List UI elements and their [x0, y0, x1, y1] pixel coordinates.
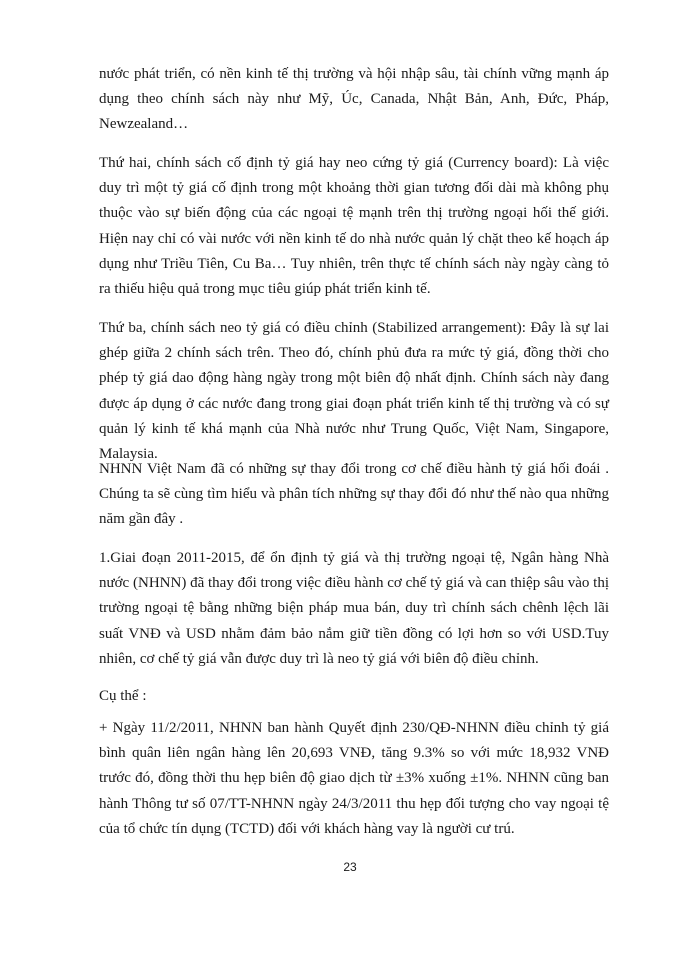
page-number: 23 — [343, 860, 357, 874]
paragraph-period-2011-2015: 1.Giai đoạn 2011-2015, để ổn định tỷ giá và thị trường ngoại tệ, Ngân hàng Nhà nước (NHNN) đã thay đổi trong việc điều hành cơ chế tỷ giá và can thiệp sâu vào thị trường ngoại tệ bằng những biện pháp mua bán, duy trì chính sách chênh lệch lãi suất VNĐ và USD nhằm đảm bảo nắm giữ tiền đồng có lợi hơn so với USD.Tuy nhiên, cơ chế tỷ giá vẫn được duy trì là neo tỷ giá với biên độ điều chỉnh. — [99, 550, 609, 667]
paragraph-stabilized-arrangement: Thứ ba, chính sách neo tỷ giá có điều chỉnh (Stabilized arrangement): Đây là sự lai ghép giữa 2 chính sách trên. Theo đó, chính phủ đưa ra mức tỷ giá, đồng thời cho phép tỷ giá dao động hàng ngày trong một biên độ nhất định. Chính sách này đang được áp dụng ở các nước đang trong giai đoạn phát triển kinh tế thị trường và có sự quản lý kinh tế khá mạnh của Nhà nước như Trung Quốc, Việt Nam, Singapore, Malaysia. — [99, 320, 609, 463]
paragraph-currency-board: Thứ hai, chính sách cố định tỷ giá hay neo cứng tỷ giá (Currency board): Là việc duy trì một tỷ giá cố định trong một khoảng thời gian tương đối dài mà không phụ thuộc vào sự biến động của các ngoại tệ mạnh trên thị trường ngoại hối thế giới. Hiện nay chỉ có vài nước với nền kinh tế do nhà nước quản lý chặt theo kế hoạch áp dụng như Triều Tiên, Cu Ba… Tuy nhiên, trên thực tế chính sách này ngày càng tỏ ra thiếu hiệu quả trong mục tiêu giúp phát triển kinh tế. — [99, 155, 609, 298]
paragraph-specifically: Cụ thể : — [99, 688, 147, 704]
paragraph-decision-230: + Ngày 11/2/2011, NHNN ban hành Quyết định 230/QĐ-NHNN điều chỉnh tỷ giá bình quân liên ngân hàng lên 20,693 VNĐ, tăng 9.3% so với mức 18,932 VNĐ trước đó, đồng thời thu hẹp biên độ giao dịch từ ±3% xuống ±1%. NHNN cũng ban hành Thông tư số 07/TT-NHNN ngày 24/3/2011 thu hẹp đối tượng cho vay ngoại tệ của tổ chức tín dụng (TCTD) đối với khách hàng vay là người cư trú. — [99, 720, 609, 837]
paragraph-currency-float-continuation: nước phát triển, có nền kinh tế thị trường và hội nhập sâu, tài chính vững mạnh áp dụng theo chính sách này như Mỹ, Úc, Canada, Nhật Bản, Anh, Đức, Pháp, Newzealand… — [99, 66, 609, 133]
paragraph-sbv-changes: NHNN Việt Nam đã có những sự thay đổi trong cơ chế điều hành tỷ giá hối đoái . Chúng ta sẽ cùng tìm hiểu và phân tích những sự thay đổi đó như thế nào qua những năm gần đây . — [99, 461, 609, 528]
